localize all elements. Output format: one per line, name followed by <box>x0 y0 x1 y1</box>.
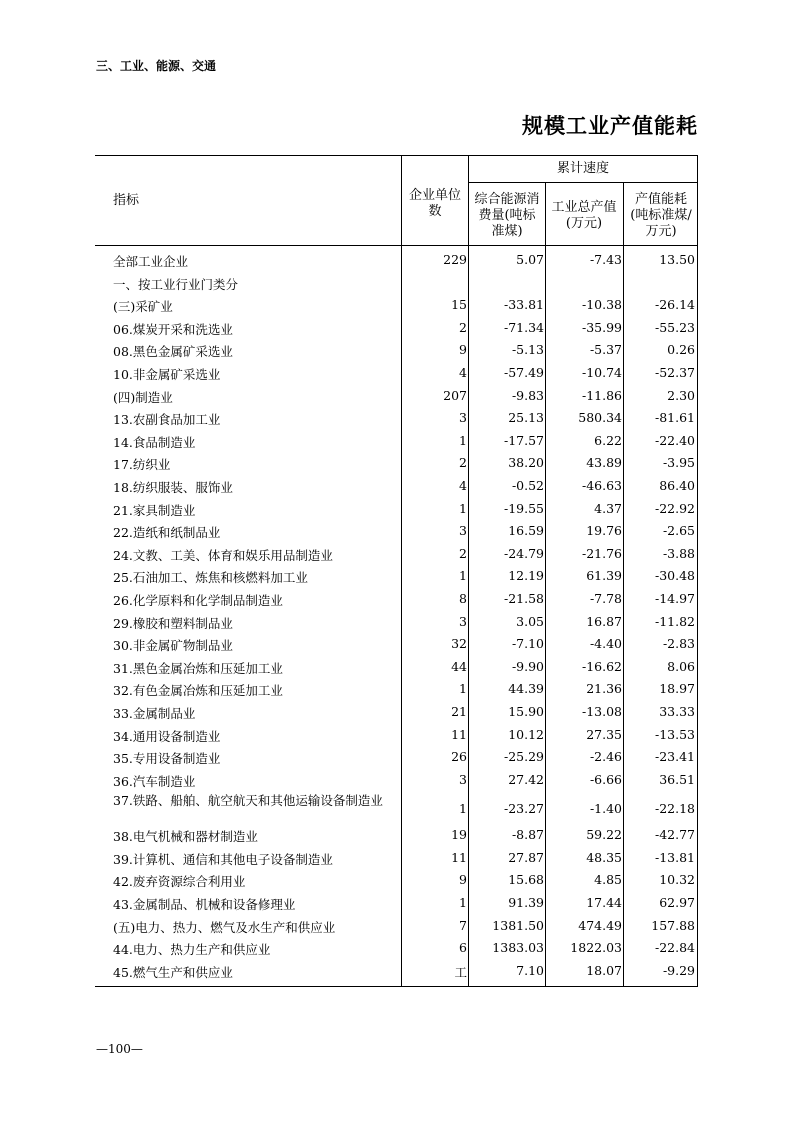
row-label: 24.文教、工美、体育和娱乐用品制造业 <box>113 547 333 563</box>
row-output: -10.38 <box>581 297 622 313</box>
row-intensity: -52.37 <box>654 365 695 380</box>
header-indicator: 指标 <box>113 193 140 208</box>
row-energy: 44.39 <box>508 681 544 697</box>
table-row <box>95 846 698 869</box>
row-intensity: -55.23 <box>654 319 695 335</box>
row-energy: 3.05 <box>516 613 544 629</box>
row-energy: -0.52 <box>511 478 544 493</box>
row-energy: -7.10 <box>511 636 544 652</box>
row-intensity: -3.88 <box>662 545 695 561</box>
row-energy: -9.83 <box>511 387 544 403</box>
row-intensity: -2.65 <box>662 523 695 539</box>
row-label: 13.农副食品加工业 <box>113 412 221 428</box>
row-label: 26.化学原料和化学制品制造业 <box>113 593 283 608</box>
row-energy: -5.13 <box>511 342 544 358</box>
table-row <box>95 632 698 655</box>
row-units: 7 <box>459 917 467 933</box>
row-energy: 27.42 <box>508 771 544 787</box>
row-energy: 5.07 <box>516 252 544 267</box>
row-units: 11 <box>451 849 467 865</box>
row-energy: -33.81 <box>503 297 544 313</box>
row-label: 32.有色金属冶炼和压延加工业 <box>113 683 283 699</box>
row-energy: 27.87 <box>508 849 544 865</box>
row-label: 37.铁路、船舶、航空航天和其他运输设备制造业 <box>113 793 383 809</box>
row-energy: -57.49 <box>503 365 544 380</box>
row-label: 30.非金属矿物制品业 <box>113 638 233 654</box>
row-intensity: -30.48 <box>654 568 695 584</box>
row-units: 6 <box>459 940 467 956</box>
row-label: 33.金属制品业 <box>113 706 196 721</box>
row-intensity: 18.97 <box>659 681 695 697</box>
row-label: 全部工业企业 <box>113 254 189 269</box>
row-label: 31.黑色金属冶炼和压延加工业 <box>113 660 283 676</box>
row-units: 1 <box>459 568 467 584</box>
row-output: 6.22 <box>594 432 622 448</box>
row-energy: 12.19 <box>508 568 544 584</box>
row-output: 1822.03 <box>570 940 622 956</box>
row-label: 10.非金属矿采选业 <box>113 367 221 382</box>
row-output: 4.37 <box>594 500 622 516</box>
row-output: -35.99 <box>581 319 622 335</box>
header-units: 企业单位数 <box>408 188 461 219</box>
row-energy: 10.12 <box>508 726 544 742</box>
row-output: 59.22 <box>586 827 622 843</box>
section-title: 三、工业、能源、交通 <box>96 59 217 73</box>
row-output: -7.43 <box>589 252 622 267</box>
row-label: (五)电力、热力、燃气及水生产和供应业 <box>113 919 336 935</box>
row-intensity: -13.81 <box>654 849 695 865</box>
row-label: 34.通用设备制造业 <box>113 728 221 744</box>
row-units: 2 <box>459 545 467 561</box>
header-intensity: 产值能耗(吨标准煤/万元) <box>630 192 692 239</box>
row-energy: -8.87 <box>511 827 544 843</box>
row-units: 3 <box>459 771 467 787</box>
row-units: 9 <box>459 342 467 358</box>
row-intensity: -22.92 <box>654 500 695 516</box>
header-output: 工业总产值(万元) <box>551 200 617 231</box>
row-output: -10.74 <box>581 365 622 380</box>
row-energy: -19.55 <box>503 500 544 516</box>
row-output: 16.87 <box>586 613 622 629</box>
table-row <box>95 497 698 520</box>
table-bottom-rule <box>95 986 698 987</box>
row-label: (三)采矿业 <box>113 299 173 315</box>
table-row <box>95 677 698 700</box>
table-row <box>95 542 698 565</box>
row-intensity: -13.53 <box>654 726 695 742</box>
row-intensity: -9.29 <box>662 962 695 978</box>
row-units: 3 <box>459 523 467 539</box>
row-output: -13.08 <box>581 704 622 719</box>
row-units: 26 <box>451 749 467 765</box>
row-output: -5.37 <box>589 342 622 358</box>
row-energy: 1383.03 <box>492 940 544 956</box>
row-output: 19.76 <box>586 523 622 539</box>
row-units: 229 <box>443 252 467 267</box>
table-row <box>95 451 698 474</box>
row-intensity: 0.26 <box>667 342 695 358</box>
row-label: 43.金属制品、机械和设备修理业 <box>113 896 296 912</box>
row-energy: -9.90 <box>511 658 544 674</box>
row-energy: 7.10 <box>516 962 544 978</box>
row-energy: 25.13 <box>508 410 544 426</box>
row-label: 45.燃气生产和供应业 <box>113 964 233 980</box>
header-rule <box>95 245 698 246</box>
row-label: 29.橡胶和塑料制品业 <box>113 615 233 631</box>
row-intensity: 86.40 <box>659 478 695 493</box>
row-units: 1 <box>459 801 467 817</box>
table-row <box>95 587 698 610</box>
row-energy: -24.79 <box>503 545 544 561</box>
table-row <box>95 914 698 937</box>
table-row <box>95 271 698 294</box>
header-energy: 综合能源消费量(吨标准煤) <box>474 192 540 239</box>
row-label: 17.纺织业 <box>113 457 171 473</box>
row-units: 1 <box>459 500 467 516</box>
row-units: 9 <box>459 872 467 888</box>
row-label: 14.食品制造业 <box>113 434 196 450</box>
group-rule <box>468 182 698 183</box>
row-units: 工 <box>454 964 467 980</box>
row-units: 1 <box>459 681 467 697</box>
row-intensity: -23.41 <box>654 749 695 765</box>
row-intensity: -22.84 <box>654 940 695 956</box>
table-row <box>95 891 698 914</box>
row-output: 17.44 <box>586 894 622 910</box>
row-energy: -23.27 <box>503 801 544 817</box>
table-row <box>95 655 698 678</box>
row-energy: 15.90 <box>508 704 544 719</box>
row-output: -4.40 <box>589 636 622 652</box>
table-row <box>95 384 698 407</box>
row-label: 35.专用设备制造业 <box>113 751 221 767</box>
table-row <box>95 936 698 959</box>
row-label: 42.废弃资源综合利用业 <box>113 874 246 890</box>
table-row <box>95 823 698 846</box>
table-row <box>95 316 698 339</box>
row-units: 4 <box>459 478 467 493</box>
row-output: -46.63 <box>581 478 622 493</box>
table-row <box>95 790 698 823</box>
table-row <box>95 768 698 791</box>
row-output: -16.62 <box>581 658 622 674</box>
table-row <box>95 959 698 982</box>
table-row <box>95 723 698 746</box>
table-row <box>95 406 698 429</box>
row-label: 39.计算机、通信和其他电子设备制造业 <box>113 851 333 867</box>
row-output: -11.86 <box>581 387 622 403</box>
table-row <box>95 610 698 633</box>
row-intensity: -2.83 <box>662 636 695 652</box>
row-intensity: 33.33 <box>659 704 695 719</box>
row-units: 3 <box>459 613 467 629</box>
row-label: 38.电气机械和器材制造业 <box>113 829 258 845</box>
row-units: 19 <box>451 827 467 843</box>
row-output: 61.39 <box>586 568 622 584</box>
row-label: 一、按工业行业门类分 <box>113 276 239 292</box>
row-intensity: -26.14 <box>654 297 695 313</box>
row-units: 4 <box>459 365 467 380</box>
table-row <box>95 564 698 587</box>
row-label: 08.黑色金属矿采选业 <box>113 344 233 360</box>
row-intensity: -11.82 <box>654 613 695 629</box>
row-units: 207 <box>443 387 467 403</box>
row-energy: 38.20 <box>508 455 544 471</box>
row-intensity: 36.51 <box>659 771 695 787</box>
row-output: -2.46 <box>589 749 622 765</box>
row-output: 27.35 <box>586 726 622 742</box>
row-intensity: -14.97 <box>654 591 695 606</box>
row-energy: 91.39 <box>508 894 544 910</box>
row-intensity: -22.18 <box>654 801 695 817</box>
row-output: -6.66 <box>589 771 622 787</box>
row-energy: 15.68 <box>508 872 544 888</box>
row-output: -7.78 <box>589 591 622 606</box>
row-energy: -71.34 <box>503 319 544 335</box>
page-number: —100— <box>96 1042 143 1056</box>
table-top-rule <box>95 155 698 156</box>
row-units: 2 <box>459 319 467 335</box>
row-units: 21 <box>451 704 467 719</box>
row-output: 48.35 <box>586 849 622 865</box>
page-title: 规模工业产值能耗 <box>522 114 698 138</box>
table-row <box>95 338 698 361</box>
row-intensity: 13.50 <box>659 252 695 267</box>
row-label: 44.电力、热力生产和供应业 <box>113 942 271 958</box>
row-intensity: 2.30 <box>667 387 695 403</box>
row-intensity: -42.77 <box>654 827 695 843</box>
table-row <box>95 361 698 384</box>
row-energy: 1381.50 <box>492 917 544 933</box>
table-row <box>95 868 698 891</box>
row-output: 18.07 <box>586 962 622 978</box>
row-output: 43.89 <box>586 455 622 471</box>
row-label: 06.煤炭开采和洗选业 <box>113 321 233 337</box>
row-intensity: 157.88 <box>651 917 695 933</box>
row-output: 21.36 <box>586 681 622 697</box>
row-units: 2 <box>459 455 467 471</box>
table-row <box>95 293 698 316</box>
row-label: 36.汽车制造业 <box>113 773 196 789</box>
row-units: 1 <box>459 894 467 910</box>
row-intensity: -22.40 <box>654 432 695 448</box>
table-row <box>95 745 698 768</box>
table-row <box>95 700 698 723</box>
table-row <box>95 474 698 497</box>
row-label: (四)制造业 <box>113 389 173 405</box>
row-output: 580.34 <box>578 410 622 426</box>
row-units: 11 <box>451 726 467 742</box>
row-energy: 16.59 <box>508 523 544 539</box>
table-row <box>95 429 698 452</box>
row-units: 3 <box>459 410 467 426</box>
row-label: 18.纺织服装、服饰业 <box>113 480 233 495</box>
row-energy: -25.29 <box>503 749 544 765</box>
row-units: 32 <box>451 636 467 652</box>
row-output: -1.40 <box>589 801 622 817</box>
row-output: 474.49 <box>578 917 622 933</box>
row-output: 4.85 <box>594 872 622 888</box>
row-intensity: -3.95 <box>662 455 695 471</box>
row-output: -21.76 <box>581 545 622 561</box>
row-intensity: 8.06 <box>667 658 695 674</box>
table-row <box>95 248 698 271</box>
row-units: 1 <box>459 432 467 448</box>
row-units: 44 <box>451 658 467 674</box>
row-label: 21.家具制造业 <box>113 502 196 518</box>
row-intensity: 62.97 <box>659 894 695 910</box>
row-energy: -21.58 <box>503 591 544 606</box>
row-units: 8 <box>459 591 467 606</box>
row-label: 25.石油加工、炼焦和核燃料加工业 <box>113 570 308 586</box>
row-units: 15 <box>451 297 467 313</box>
table-row <box>95 519 698 542</box>
header-group: 累计速度 <box>556 161 609 176</box>
row-energy: -17.57 <box>503 432 544 448</box>
row-intensity: 10.32 <box>659 872 695 888</box>
row-intensity: -81.61 <box>654 410 695 426</box>
row-label: 22.造纸和纸制品业 <box>113 525 221 541</box>
